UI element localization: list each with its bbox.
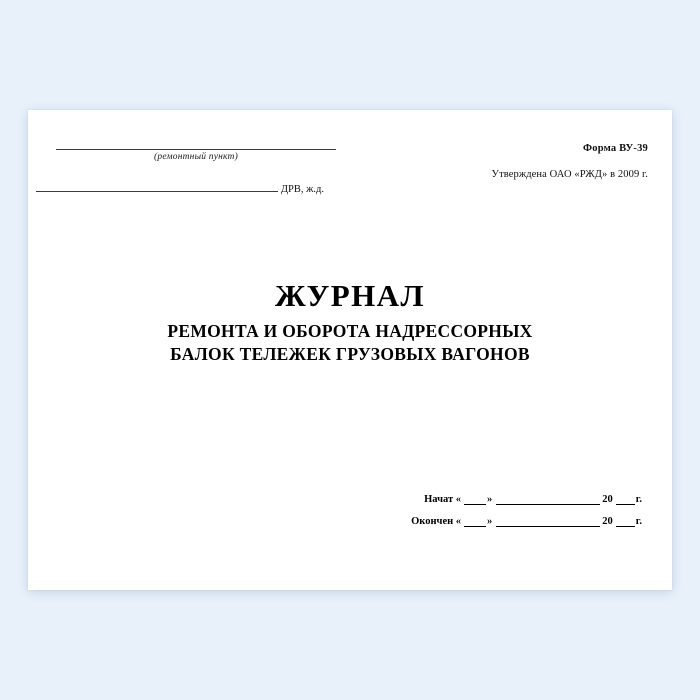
form-info-block <box>492 143 648 180</box>
started-year-blank[interactable] <box>616 495 635 505</box>
date-fields-block <box>411 494 644 538</box>
page-subtitle-line-2: БАЛОК ТЕЛЕЖЕК ГРУЗОВЫХ ВАГОНОВ <box>170 344 530 364</box>
started-label: Начат « <box>424 494 462 505</box>
repair-point-field <box>56 148 336 162</box>
document-sheet <box>28 110 672 590</box>
page-subtitle <box>28 320 672 366</box>
finished-year-prefix: 20 <box>602 516 613 527</box>
page-subtitle-line-1: РЕМОНТА И ОБОРОТА НАДРЕССОРНЫХ <box>167 321 533 341</box>
document-title-block <box>28 278 672 366</box>
started-day-blank[interactable] <box>464 495 486 505</box>
finished-month-blank[interactable] <box>496 517 600 527</box>
started-quote-close: » <box>487 494 493 505</box>
started-month-blank[interactable] <box>496 495 600 505</box>
finished-day-blank[interactable] <box>464 517 486 527</box>
finished-year-blank[interactable] <box>616 517 635 527</box>
repair-point-caption: (ремонтный пункт) <box>154 152 238 162</box>
finished-label: Окончен « <box>411 516 462 527</box>
started-year-suffix: г. <box>635 494 642 505</box>
approved-by: Утверждена ОАО «РЖД» в 2009 г. <box>491 169 648 180</box>
document-page <box>28 110 672 590</box>
finished-year-suffix: г. <box>635 516 642 527</box>
page-title: ЖУРНАЛ <box>275 278 425 313</box>
finished-date-row <box>411 516 644 527</box>
finished-quote-close: » <box>487 516 493 527</box>
form-code: Форма ВУ-39 <box>583 143 648 154</box>
repair-point-blank-line[interactable] <box>56 148 336 150</box>
railway-label: ДРВ, ж.д. <box>280 184 324 195</box>
railway-field <box>36 182 324 195</box>
started-date-row <box>411 494 644 505</box>
railway-blank-line[interactable] <box>36 190 278 192</box>
started-year-prefix: 20 <box>602 494 613 505</box>
